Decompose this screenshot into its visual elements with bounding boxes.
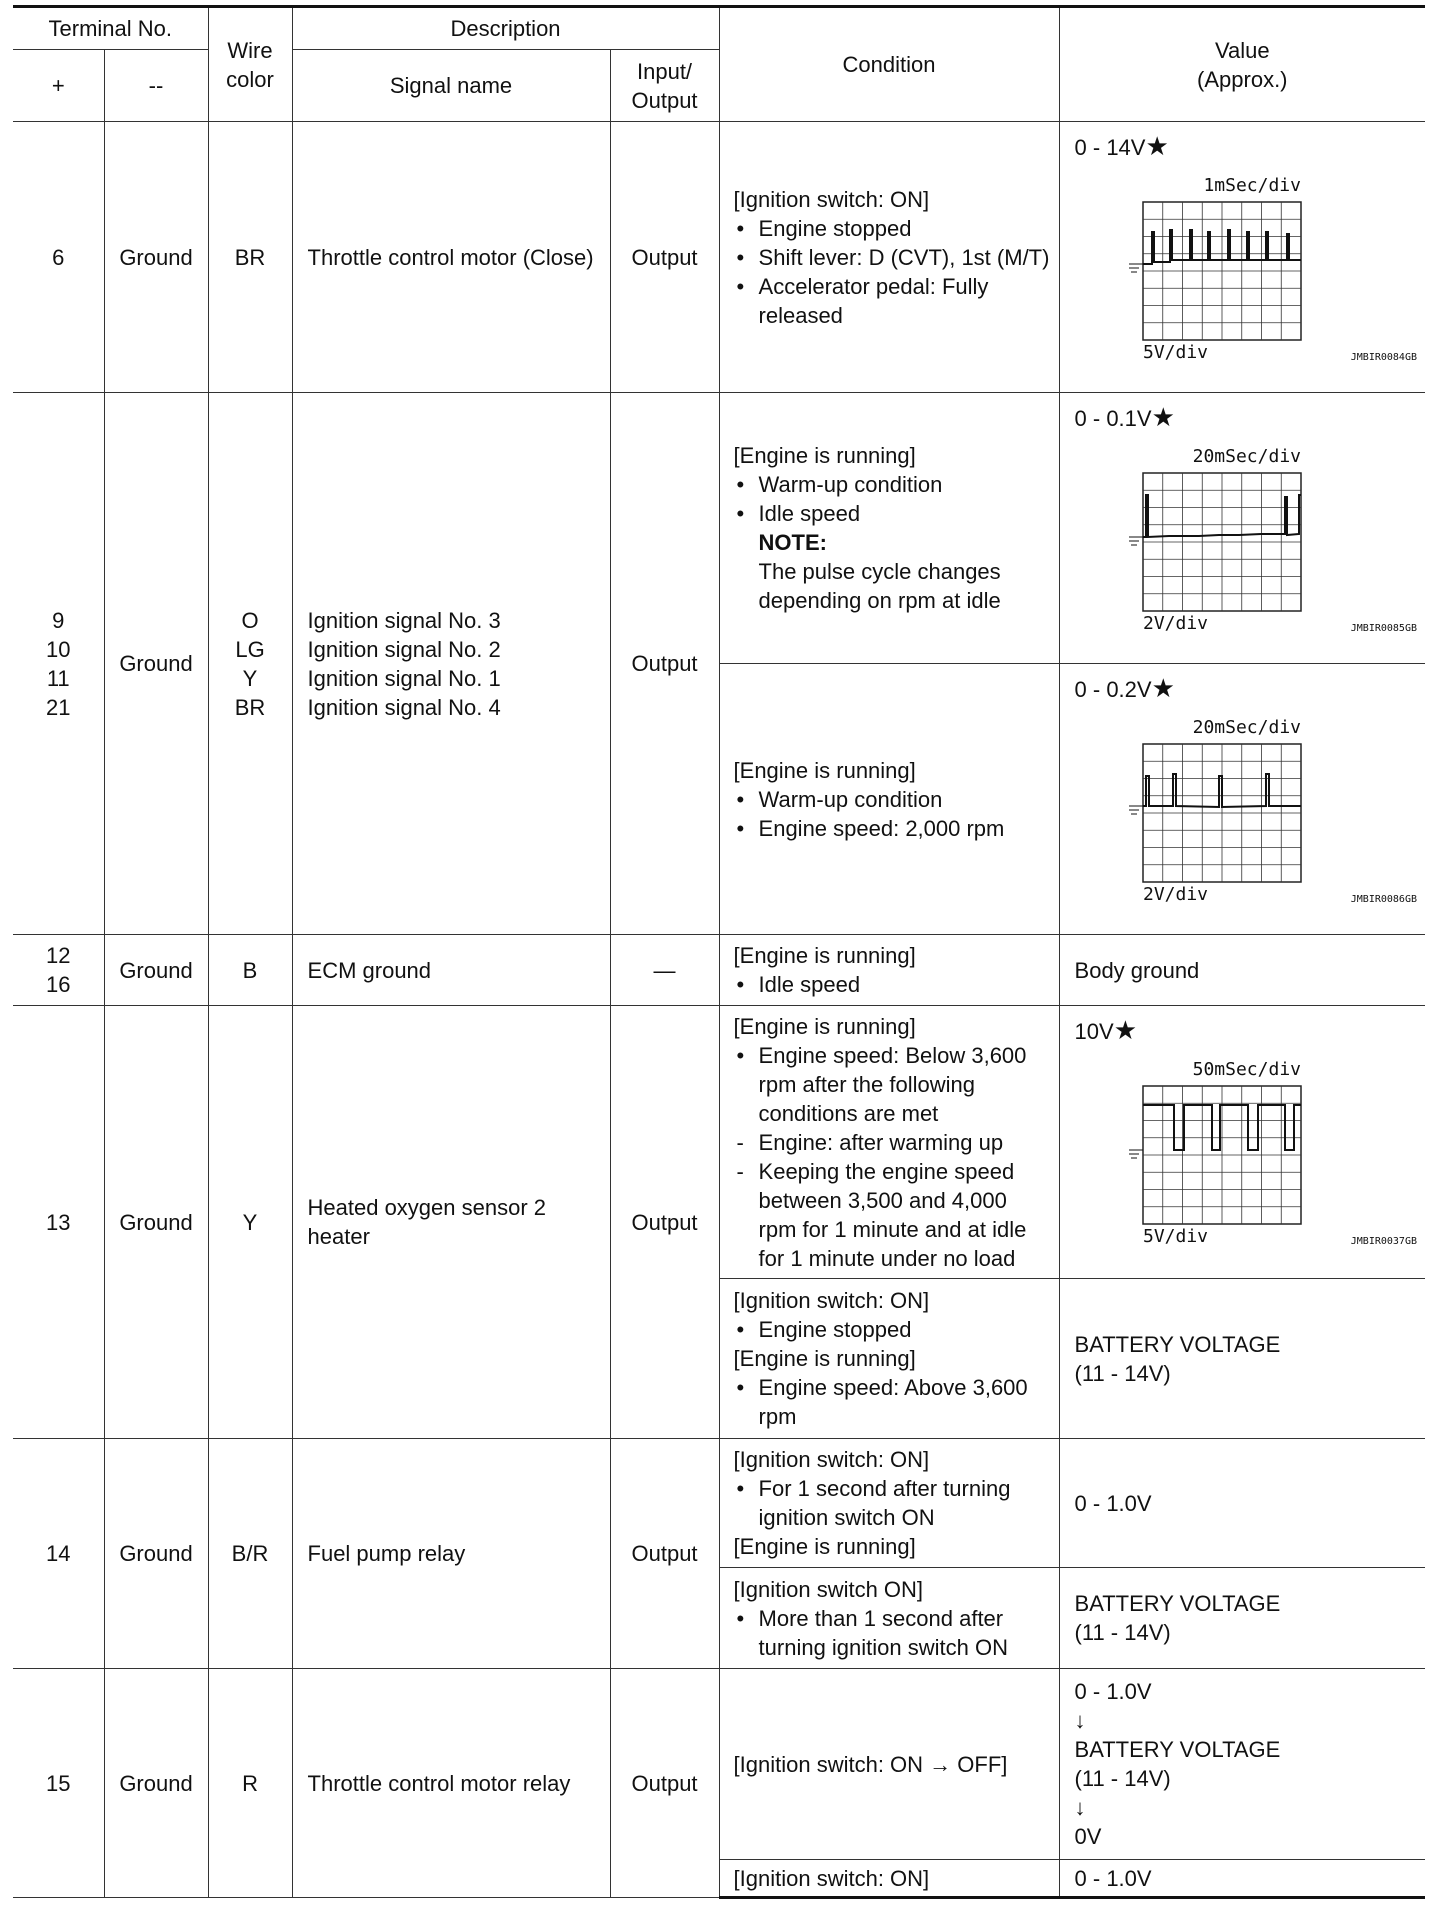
condition-title: [Engine is running] [733, 757, 916, 783]
arrow-down-icon: ↓ [1074, 1708, 1086, 1733]
oscilloscope-waveform [1119, 162, 1419, 378]
scope-time-division: 20mSec/div [1192, 446, 1301, 467]
plus-header: + [13, 50, 104, 122]
condition-item: • Engine speed: Above 3,600 rpm [734, 1373, 1051, 1431]
ground-cell: Ground [104, 1439, 208, 1669]
scope-grid [1143, 744, 1301, 882]
value-cell [1059, 1006, 1425, 1279]
condition-item: • Accelerator pedal: Fully released [734, 272, 1051, 330]
signal-name: Ignition signal No. 2 [307, 636, 501, 662]
condition-item: • Shift lever: D (CVT), 1st (M/T) [734, 243, 1051, 272]
signal-name-cell: Fuel pump relay [292, 1439, 610, 1669]
value-text: 0V [1074, 1824, 1102, 1849]
condition-title: [Engine is running] [733, 943, 916, 968]
scope-grid [1143, 473, 1301, 611]
value-text: BATTERY VOLTAGE [1074, 1591, 1281, 1616]
figure-code: JMBIR0085GB [1350, 623, 1417, 634]
star-icon: ★ [1151, 673, 1175, 703]
ground-cell: Ground [104, 122, 208, 393]
condition-title: [Engine is running] [733, 443, 916, 468]
table-row [13, 1669, 1425, 1860]
input-output-header: Input/ Output [610, 50, 719, 122]
terminal-cell: 13 [13, 1006, 104, 1439]
scope-time-division: 20mSec/div [1192, 717, 1301, 738]
ground-cell: Ground [104, 393, 208, 935]
value-cell [1059, 122, 1425, 393]
minus-header: -- [104, 50, 208, 122]
condition-title: [Ignition switch: ON] [733, 1288, 930, 1313]
signal-name-cell [292, 393, 610, 935]
io-cell: Output [610, 1006, 719, 1439]
note-label: NOTE: [758, 530, 827, 555]
value-text: (11 - 14V) [1074, 1766, 1171, 1791]
terminal-cell: 15 [13, 1669, 104, 1898]
value-text: 0 - 0.2V [1074, 677, 1152, 702]
wire-color: BR [234, 694, 266, 720]
value-text: 0 - 1.0V [1074, 1679, 1152, 1704]
scope-volt-division: 2V/div [1142, 884, 1208, 905]
condition-cell [719, 1568, 1059, 1669]
wire-color-header: Wire color [208, 7, 292, 122]
star-icon: ★ [1145, 131, 1169, 161]
condition-item: • Warm-up condition [734, 470, 1051, 499]
value-cell [1059, 1568, 1425, 1669]
note [734, 528, 1051, 615]
condition-header: Condition [719, 7, 1059, 122]
value-text: BATTERY VOLTAGE [1074, 1737, 1281, 1762]
wire-color-cell: BR [208, 122, 292, 393]
wire-color-cell: B/R [208, 1439, 292, 1669]
condition-item: • Engine speed: 2,000 rpm [734, 814, 1051, 843]
arrow-down-icon: ↓ [1074, 1795, 1086, 1820]
condition-item: • Engine speed: Below 3,600 rpm after the following conditions are met [734, 1041, 1051, 1128]
condition-item: • Engine stopped [734, 214, 1051, 243]
signal-name: Ignition signal No. 3 [307, 607, 501, 633]
signal-name: Ignition signal No. 4 [307, 694, 501, 720]
condition-item: • Idle speed [734, 499, 1051, 528]
scope-volt-division: 2V/div [1142, 613, 1208, 634]
condition-title: [Engine is running] [733, 1013, 916, 1039]
ground-cell: Ground [104, 935, 208, 1006]
value-text: 0 - 0.1V [1074, 406, 1152, 431]
condition-title: [Ignition switch: ON] [733, 1447, 930, 1472]
io-cell: — [610, 935, 719, 1006]
oscilloscope-waveform [1119, 433, 1419, 649]
condition-title: [Ignition switch ON] [733, 1576, 924, 1602]
wire-color-cell [208, 393, 292, 935]
value-cell [1059, 664, 1425, 935]
value-text: (11 - 14V) [1074, 1360, 1171, 1386]
condition-cell [719, 1439, 1059, 1568]
value-cell [1059, 1669, 1425, 1860]
wire-color: LG [235, 636, 265, 662]
scope-time-division: 1mSec/div [1202, 175, 1301, 196]
io-cell: Output [610, 1439, 719, 1669]
oscilloscope-waveform [1119, 1046, 1419, 1262]
condition-cell [719, 664, 1059, 935]
signal-name-header: Signal name [292, 50, 610, 122]
value-cell: Body ground [1059, 935, 1425, 1006]
wire-color: Y [242, 665, 258, 691]
terminal-no-header: Terminal No. [13, 7, 208, 50]
table-row [13, 122, 1425, 393]
value-cell [1059, 1279, 1425, 1439]
terminal-cell: 14 [13, 1439, 104, 1669]
signal-name-cell: Throttle control motor (Close) [292, 122, 610, 393]
value-text: BATTERY VOLTAGE [1074, 1331, 1281, 1357]
scope-volt-division: 5V/div [1142, 1226, 1208, 1247]
ground-icon [1129, 264, 1143, 272]
value-header: Value (Approx.) [1059, 7, 1425, 122]
io-cell: Output [610, 1669, 719, 1898]
value-text: 10V [1074, 1019, 1114, 1044]
value-text: 0 - 14V [1074, 135, 1146, 160]
io-cell: Output [610, 393, 719, 935]
condition-cell [719, 1279, 1059, 1439]
figure-code: JMBIR0086GB [1350, 894, 1417, 905]
condition-title: [Engine is running] [733, 1346, 916, 1371]
condition-item: • Idle speed [734, 970, 1051, 999]
terminal-number: 10 [46, 636, 71, 662]
terminal-number: 11 [46, 665, 70, 691]
value-cell: 0 - 1.0V [1059, 1439, 1425, 1568]
wire-color-cell: R [208, 1669, 292, 1898]
wire-color-cell: Y [208, 1006, 292, 1439]
description-header: Description [292, 7, 719, 50]
terminal-cell [13, 393, 104, 935]
condition-cell [719, 393, 1059, 664]
terminal-number: 16 [46, 972, 71, 997]
table-row [13, 1006, 1425, 1279]
ground-icon [1129, 1150, 1143, 1158]
ground-icon [1129, 806, 1143, 814]
condition-cell [719, 122, 1059, 393]
terminal-number: 12 [46, 943, 71, 968]
ecm-terminal-table [13, 5, 1425, 1899]
condition-cell: [Ignition switch: ON → OFF] [719, 1669, 1059, 1860]
signal-name-cell: Heated oxygen sensor 2 heater [292, 1006, 610, 1439]
signal-name-cell: Throttle control motor relay [292, 1669, 610, 1898]
star-icon: ★ [1151, 402, 1175, 432]
terminal-cell [13, 935, 104, 1006]
condition-title: [Engine is running] [733, 1534, 916, 1559]
terminal-number: 21 [46, 694, 71, 720]
condition-title: [Ignition switch: ON] [733, 186, 930, 212]
condition-item: • For 1 second after turning ignition switch ON [734, 1474, 1051, 1532]
condition-cell [719, 1006, 1059, 1279]
ground-icon [1129, 537, 1143, 545]
terminal-cell: 6 [13, 122, 104, 393]
wire-color: O [241, 607, 259, 633]
star-icon: ★ [1113, 1015, 1137, 1045]
condition-cell [719, 935, 1059, 1006]
terminal-number: 9 [52, 607, 65, 633]
oscilloscope-waveform [1119, 704, 1419, 920]
note-text: The pulse cycle changes depending on rpm at idle [758, 559, 1001, 613]
ground-cell: Ground [104, 1006, 208, 1439]
condition-sub-item: - Keeping the engine speed between 3,500 and 4,000 rpm for 1 minute and at idle for 1 minute under no load [734, 1157, 1051, 1273]
figure-code: JMBIR0084GB [1350, 352, 1417, 363]
table-row [13, 1439, 1425, 1568]
figure-code: JMBIR0037GB [1350, 1236, 1417, 1247]
signal-name-cell: ECM ground [292, 935, 610, 1006]
scope-time-division: 50mSec/div [1192, 1059, 1301, 1080]
condition-item: • Engine stopped [734, 1315, 1051, 1344]
scope-volt-division: 5V/div [1142, 342, 1208, 363]
condition-item: • More than 1 second after turning ignition switch ON [734, 1604, 1051, 1662]
io-cell: Output [610, 122, 719, 393]
value-text: (11 - 14V) [1074, 1620, 1171, 1645]
scope-grid [1143, 202, 1301, 340]
table-row [13, 935, 1425, 1006]
ground-cell: Ground [104, 1669, 208, 1898]
value-cell: 0 - 1.0V [1059, 1860, 1425, 1898]
condition-item: • Warm-up condition [734, 785, 1051, 814]
signal-name: Ignition signal No. 1 [307, 665, 501, 691]
condition-cell: [Ignition switch: ON] [719, 1860, 1059, 1898]
value-cell [1059, 393, 1425, 664]
table-row [13, 393, 1425, 664]
wire-color-cell: B [208, 935, 292, 1006]
scope-grid [1143, 1086, 1301, 1224]
condition-sub-item: - Engine: after warming up [734, 1128, 1051, 1157]
